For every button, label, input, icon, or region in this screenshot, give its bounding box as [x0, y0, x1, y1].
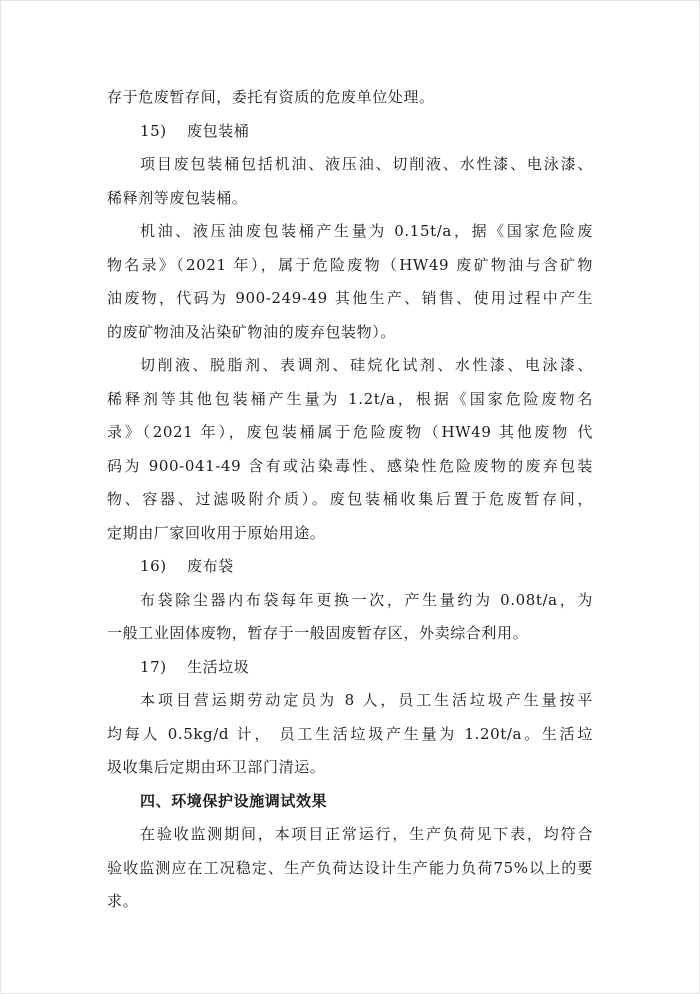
item-title: 废包装桶	[187, 121, 250, 140]
section-heading-16	[107, 550, 593, 584]
paragraph-line: 稀释剂等其他包装桶产生量为 1.2t/a，根据《国家危险废物名	[107, 389, 593, 408]
paragraph-line: 布袋除尘器内布袋每年更换一次，产生量约为 0.08t/a，为	[140, 590, 593, 609]
paragraph-line: 一般工业固体废物，暂存于一般固废暂存区，外卖综合利用。	[107, 624, 529, 642]
paragraph-line: 均每人 0.5kg/d 计， 员工生活垃圾产生量为 1.20t/a。生活垃	[107, 724, 593, 743]
document-body	[107, 81, 593, 919]
item-number: 17)	[140, 657, 167, 676]
paragraph-line: 录》（2021 年），废包装桶属于危险废物（HW49 其他废物 代	[107, 423, 593, 441]
paragraph-line: 码为 900-041-49 含有或沾染毒性、感染性危险废物的废弃包装	[107, 456, 593, 475]
chapter-heading: 四、环境保护设施调试效果	[140, 791, 328, 810]
paragraph-line: 定期由厂家回收用于原始用途。	[107, 523, 326, 542]
paragraph-line: 项目废包装桶包括机油、液压油、切削液、水性漆、电泳漆、	[140, 155, 593, 173]
paragraph-line: 油废物，代码为 900-249-49 其他生产、销售、使用过程中产生	[107, 289, 593, 307]
paragraph-line: 圾收集后定期由环卫部门清运。	[107, 758, 326, 776]
paragraph-line: 验收监测应在工况稳定、生产负荷达设计生产能力负荷75%以上的要	[107, 858, 593, 877]
item-title: 废布袋	[187, 557, 234, 575]
section-heading-17	[107, 651, 593, 685]
paragraph-line: 的废矿物油及沾染矿物油的废弃包装物）。	[107, 322, 396, 341]
paragraph-line: 在验收监测期间，本项目正常运行，生产负荷见下表，均符合	[140, 825, 593, 843]
item-number: 15)	[140, 121, 167, 140]
paragraph-line: 机油、液压油废包装桶产生量为 0.15t/a，据《国家危险废	[140, 222, 593, 240]
paragraph-line: 物名录》（2021 年），属于危险废物（HW49 废矿物油与含矿物	[107, 255, 593, 274]
paragraph-line: 稀释剂等废包装桶。	[107, 188, 248, 207]
paragraph-line: 物、容器、过滤吸附介质）。废包装桶收集后置于危废暂存间，	[107, 490, 593, 508]
section-heading-15	[107, 115, 593, 149]
paragraph-line: 存于危废暂存间，委托有资质的危废单位处理。	[107, 88, 435, 106]
paragraph-line: 切削液、脱脂剂、表调剂、硅烷化试剂、水性漆、电泳漆、	[140, 356, 593, 374]
item-number: 16)	[140, 557, 167, 575]
item-title: 生活垃圾	[187, 657, 250, 676]
paragraph-line: 本项目营运期劳动定员为 8 人，员工生活垃圾产生量按平	[140, 691, 593, 709]
paragraph-line: 求。	[107, 892, 139, 910]
